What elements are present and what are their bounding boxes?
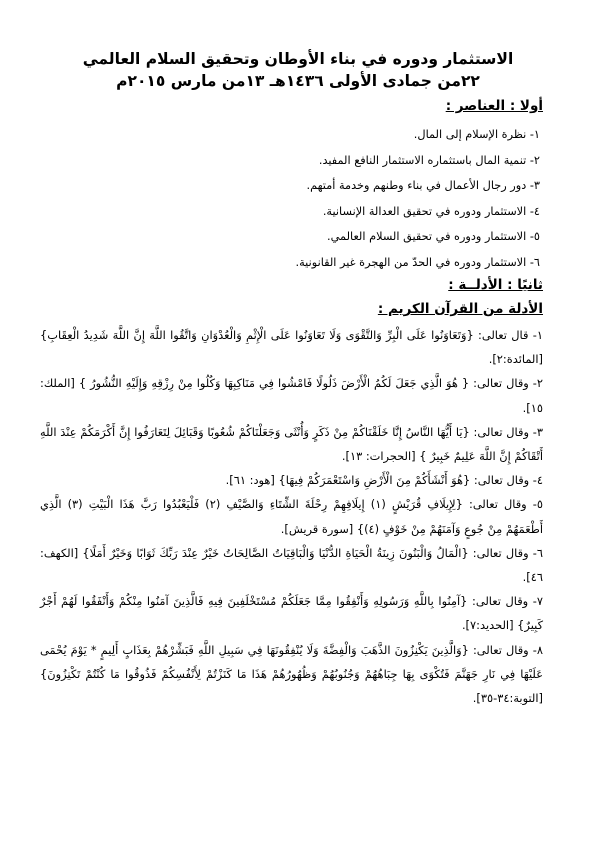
verse-item: ٤- وقال تعالى: {هُوَ أَنْشَأَكُمْ مِنَ الْأَرْضِ وَاسْتَعْمَرَكُمْ فِيهَا} [هود: ٦١]. [225, 473, 543, 488]
document-title: الاستثمار ودوره في بناء الأوطان وتحقيق السلام العالمي [82, 50, 514, 68]
verse-item: ٦- وقال تعالى: {الْمَالُ وَالْبَنُونَ زِينَةُ الْحَيَاةِ الدُّنْيَا وَالْبَاقِيَاتُ الصَّالِحَاتُ خَيْرٌ عِنْدَ رَبِّكَ ثَوَابًا وَخَيْرٌ أَمَلًا} [الكهف: ٤٦]. [40, 545, 543, 585]
verse-item: ٨- وقال تعالى: {وَالَّذِينَ يَكْنِزُونَ الذَّهَبَ وَالْفِضَّةَ وَلَا يُنْفِقُونَهَا فِي سَبِيلِ اللَّهِ فَبَشِّرْهُمْ بِعَذَابٍ أَلِيمٍ * يَوْمَ يُحْمَى عَلَيْهَا فِي نَارِ جَهَنَّمَ فَتُكْوَى بِهَا جِبَاهُهُمْ وَجُنُوبُهُمْ وَظُهُورُهُمْ هَذَا مَا كَنَزْتُمْ لِأَنْفُسِكُمْ فَذُوقُوا مَا كُنْتُمْ تَكْنِزُونَ} [التوبة:٣٤-٣٥]. [40, 642, 543, 706]
document-body [40, 96, 543, 710]
element-item: ٢- تنمية المال باستثماره الاستثمار النافع المفيد. [318, 153, 540, 167]
document-date: ٢٢من جمادى الأولى ١٤٣٦هـ ١٣من مارس ٢٠١٥م [116, 72, 480, 90]
verse-item: ١- قال تعالى: {وَتَعَاوَنُوا عَلَى الْبِرِّ وَالتَّقْوَى وَلَا تَعَاوَنُوا عَلَى الْإِثْمِ وَالْعُدْوَانِ وَاتَّقُوا اللَّهَ إِنَّ اللَّهَ شَدِيدُ الْعِقَابِ}[المائدة:٢]. [40, 328, 543, 367]
element-item: ٥- الاستثمار ودوره في تحقيق السلام العالمي. [327, 230, 540, 243]
verses-list [40, 323, 543, 710]
verse-item: ٧- وقال تعالى: {آمِنُوا بِاللَّهِ وَرَسُولِهِ وَأَنْفِقُوا مِمَّا جَعَلَكُمْ مُسْتَخْلَفِينَ فِيهِ فَالَّذِينَ آمَنُوا مِنْكُمْ وَأَنْفَقُوا لَهُمْ أَجْرٌ كَبِيرٌ} [الحديد:٧]. [40, 594, 543, 633]
elements-heading: أولا : العناصر : [445, 98, 543, 114]
quran-evidence-heading: الأدلة من القرآن الكريم : [377, 301, 543, 317]
element-item: ٦- الاستثمار ودوره في الحدّ من الهجرة غير القانونية. [295, 255, 540, 269]
document-title-block [40, 48, 556, 92]
elements-list [40, 122, 543, 275]
verse-item: ٣- وقال تعالى: {يَا أَيُّهَا النَّاسُ إِنَّا خَلَقْنَاكُمْ مِنْ ذَكَرٍ وَأُنْثَى وَجَعَلْنَاكُمْ شُعُوبًا وَقَبَائِلَ لِتَعَارَفُوا إِنَّ أَكْرَمَكُمْ عِنْدَ اللَّهِ أَتْقَاكُمْ إِنَّ اللَّهَ عَلِيمٌ خَبِيرٌ } [الحجرات: ١٣]. [40, 424, 543, 464]
verse-item: ٥- وقال تعالى: {لِإِيلَافِ قُرَيْشٍ (١) إِيلَافِهِمْ رِحْلَةَ الشِّتَاءِ وَالصَّيْفِ (٢) فَلْيَعْبُدُوا رَبَّ هَذَا الْبَيْتِ (٣) الَّذِي أَطْعَمَهُمْ مِنْ جُوعٍ وَآمَنَهُمْ مِنْ خَوْفٍ (٤)} [سورة قريش]. [40, 497, 543, 536]
element-item: ١- نظرة الإسلام إلى المال. [413, 128, 540, 141]
element-item: ٣- دور رجال الأعمال في بناء وطنهم وخدمة أمتهم. [306, 179, 540, 192]
element-item: ٤- الاستثمار ودوره في تحقيق العدالة الإنسانية. [322, 204, 540, 218]
verse-item: ٢- وقال تعالى: { هُوَ الَّذِي جَعَلَ لَكُمُ الْأَرْضَ ذَلُولًا فَامْشُوا فِي مَنَاكِبِهَا وَكُلُوا مِنْ رِزْقِهِ وَإِلَيْهِ النُّشُورُ } [الملك: ١٥]. [40, 376, 543, 415]
evidence-heading: ثانيًا : الأدلــة : [448, 277, 543, 293]
